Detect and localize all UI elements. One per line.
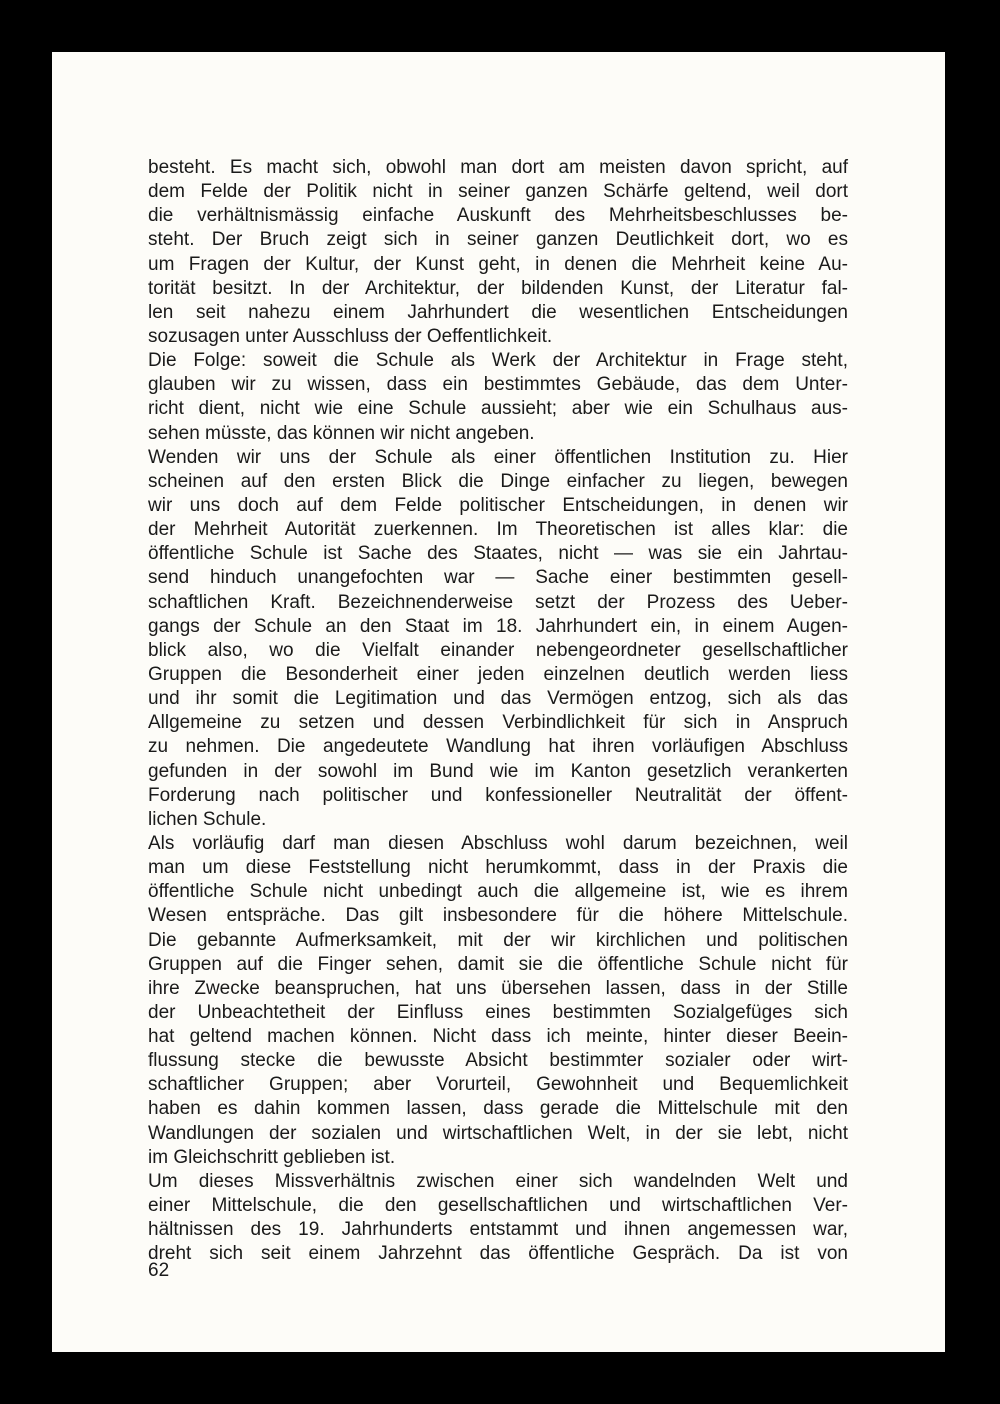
text-line: richt dient, nicht wie eine Schule aussieht; aber wie ein Schulhaus aus- — [148, 398, 848, 420]
text-line: gangs der Schule an den Staat im 18. Jahrhundert ein, in einem Augen- — [148, 615, 848, 637]
text-line: torität besitzt. In der Architektur, der bildenden Kunst, der Literatur fal- — [148, 277, 848, 299]
text-line: sehen müsste, das können wir nicht angeben. — [148, 422, 535, 444]
text-line: dreht sich seit einem Jahrzehnt das öffentliche Gespräch. Da ist von — [148, 1243, 848, 1265]
text-line: send hinduch unangefochten war — Sache einer bestimmten gesell- — [148, 567, 848, 589]
paragraph — [148, 156, 848, 349]
text-line: der Mehrheit Autorität zuerkennen. Im Theoretischen ist alles klar: die — [148, 519, 848, 541]
text-line: der Unbeachtetheit der Einfluss eines bestimmten Sozialgefüges sich — [148, 1001, 848, 1023]
text-line: Gruppen auf die Finger sehen, damit sie die öffentliche Schule nicht für — [148, 953, 848, 975]
text-line: len seit nahezu einem Jahrhundert die wesentlichen Entscheidungen — [148, 301, 848, 323]
text-line: um Fragen der Kultur, der Kunst geht, in denen die Mehrheit keine Au- — [148, 253, 848, 275]
text-line: Wesen entspräche. Das gilt insbesondere für die höhere Mittelschule. — [148, 905, 848, 927]
text-line: gefunden in der sowohl im Bund wie im Kanton gesetzlich verankerten — [148, 760, 848, 782]
text-line: Um dieses Missverhältnis zwischen einer sich wandelnden Welt und — [148, 1170, 848, 1192]
text-line: steht. Der Bruch zeigt sich in seiner ganzen Deutlichkeit dort, wo es — [148, 229, 848, 251]
text-line: man um diese Feststellung nicht herumkommt, dass in der Praxis die — [148, 857, 848, 879]
text-line: dem Felde der Politik nicht in seiner ganzen Schärfe geltend, weil dort — [148, 181, 848, 203]
text-line: öffentliche Schule nicht unbedingt auch die allgemeine ist, wie es ihrem — [148, 881, 848, 903]
text-line: scheinen auf den ersten Blick die Dinge einfacher zu liegen, bewegen — [148, 470, 848, 492]
text-line: haben es dahin kommen lassen, dass gerade die Mittelschule mit den — [148, 1098, 848, 1120]
text-line: Die gebannte Aufmerksamkeit, mit der wir kirchlichen und politischen — [148, 929, 848, 951]
text-line: besteht. Es macht sich, obwohl man dort am meisten davon spricht, auf — [148, 157, 848, 178]
page-number: 62 — [148, 1260, 170, 1281]
text-line: Als vorläufig darf man diesen Abschluss wohl darum bezeichnen, weil — [148, 832, 848, 854]
paragraph — [148, 832, 848, 1170]
text-line: wir uns doch auf dem Felde politischer Entscheidungen, in denen wir — [148, 494, 848, 516]
text-line: Forderung nach politischer und konfessioneller Neutralität der öffent- — [148, 784, 848, 806]
text-line: hat geltend machen können. Nicht dass ich meinte, hinter dieser Beein- — [148, 1026, 848, 1048]
text-line: Wandlungen der sozialen und wirtschaftlichen Welt, in der sie lebt, nicht — [148, 1122, 848, 1144]
text-line: Wenden wir uns der Schule als einer öffentlichen Institution zu. Hier — [148, 446, 848, 468]
text-line: die verhältnismässig einfache Auskunft des Mehrheitsbeschlusses be- — [148, 205, 848, 227]
text-line: Allgemeine zu setzen und dessen Verbindlichkeit für sich in Anspruch — [148, 712, 848, 734]
text-line: sozusagen unter Ausschluss der Oeffentlichkeit. — [148, 325, 553, 347]
page — [52, 52, 945, 1352]
text-line: schaftlichen Kraft. Bezeichnenderweise setzt der Prozess des Ueber- — [148, 591, 848, 613]
text-line: lichen Schule. — [148, 808, 267, 830]
text-line: im Gleichschritt geblieben ist. — [148, 1146, 396, 1168]
text-line: flussung stecke die bewusste Absicht bestimmter sozialer oder wirt- — [148, 1050, 848, 1072]
text-line: Gruppen die Besonderheit einer jeden einzelnen deutlich werden liess — [148, 663, 848, 685]
text-line: Die Folge: soweit die Schule als Werk der Architektur in Frage steht, — [148, 350, 848, 372]
body-text — [148, 156, 848, 1266]
paragraph — [148, 446, 848, 832]
text-line: glauben wir zu wissen, dass ein bestimmtes Gebäude, das dem Unter- — [148, 374, 848, 396]
paragraph — [148, 349, 848, 446]
text-line: und ihr somit die Legitimation und das Vermögen entzog, sich als das — [148, 688, 848, 710]
text-line: blick also, wo die Vielfalt einander nebengeordneter gesellschaftlicher — [148, 639, 848, 661]
paragraph — [148, 1170, 848, 1267]
text-line: hältnissen des 19. Jahrhunderts entstammt und ihnen angemessen war, — [148, 1219, 848, 1241]
text-line: ihre Zwecke beanspruchen, hat uns übersehen lassen, dass in der Stille — [148, 977, 848, 999]
text-line: öffentliche Schule ist Sache des Staates, nicht — was sie ein Jahrtau- — [148, 543, 848, 565]
text-line: zu nehmen. Die angedeutete Wandlung hat ihren vorläufigen Abschluss — [148, 736, 848, 758]
text-line: schaftlicher Gruppen; aber Vorurteil, Gewohnheit und Bequemlichkeit — [148, 1074, 848, 1096]
text-line: einer Mittelschule, die den gesellschaftlichen und wirtschaftlichen Ver- — [148, 1195, 848, 1217]
